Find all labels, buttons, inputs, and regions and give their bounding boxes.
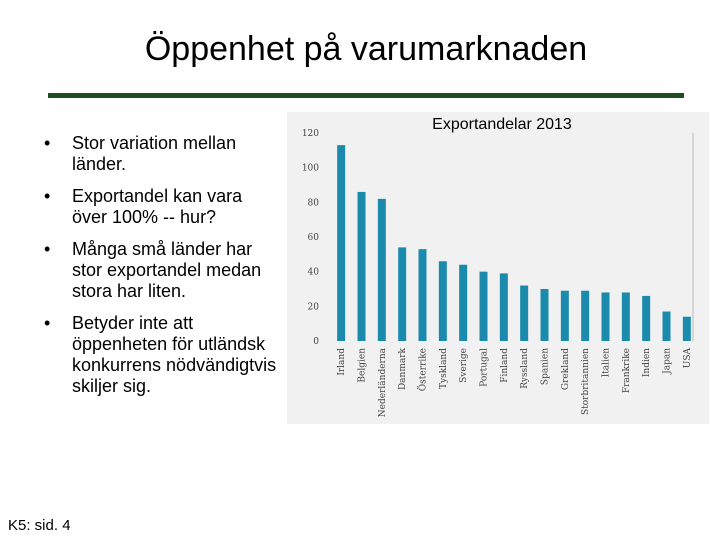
bar-indien <box>642 296 650 341</box>
bar-irland <box>337 145 345 341</box>
bullet-item: • Många små länder har stor exportandel medan stora har liten. <box>30 239 280 302</box>
export-share-chart <box>287 112 709 424</box>
x-category-label: Spanien <box>540 348 551 386</box>
bar-sverige <box>459 265 467 341</box>
x-category-label: Portugal <box>479 348 490 387</box>
x-category-label: Frankrike <box>621 348 632 394</box>
x-category-label: Danmark <box>398 348 409 391</box>
x-category-label: Finland <box>499 348 510 383</box>
bar-storbritannien <box>581 291 589 341</box>
y-tick-label: 80 <box>307 198 319 209</box>
bar-usa <box>683 317 691 341</box>
bar-spanien <box>541 289 549 341</box>
y-tick-label: 0 <box>313 337 319 347</box>
bullet-item: • Betyder inte att öppenheten för utländsk konkurrens nödvändigtvis skiljer sig. <box>30 313 280 397</box>
bar-italien <box>602 292 610 341</box>
bar-belgien <box>358 192 366 341</box>
bullet-list <box>30 133 280 408</box>
slide-footer: K5: sid. 4 <box>8 517 71 534</box>
y-tick-label: 100 <box>301 163 319 174</box>
x-category-label: USA <box>682 348 693 369</box>
x-category-label: Nederländerna <box>377 348 388 418</box>
x-category-label: Japan <box>662 348 673 374</box>
chart-panel <box>287 112 709 424</box>
bar-finland <box>500 273 508 341</box>
x-category-label: Irland <box>337 348 348 376</box>
x-category-label: Österrike <box>418 348 429 392</box>
x-category-label: Ryssland <box>520 348 531 389</box>
title-divider <box>48 93 684 98</box>
y-tick-label: 40 <box>307 267 319 278</box>
x-category-label: Tyskland <box>438 348 449 389</box>
bar-nederländerna <box>378 199 386 341</box>
bar-ryssland <box>520 286 528 341</box>
x-category-label: Sverige <box>459 348 470 383</box>
y-tick-label: 60 <box>307 233 319 243</box>
y-tick-label: 20 <box>307 302 319 313</box>
x-category-label: Belgien <box>357 348 368 383</box>
bar-danmark <box>398 247 406 341</box>
bullet-item: • Stor variation mellan länder. <box>30 133 280 175</box>
x-category-label: Grekland <box>560 348 571 391</box>
y-tick-label: 120 <box>301 129 319 139</box>
bar-portugal <box>480 272 488 341</box>
bar-tyskland <box>439 261 447 341</box>
bar-japan <box>663 312 671 341</box>
chart-title: Exportandelar 2013 <box>432 116 572 133</box>
bar-frankrike <box>622 292 630 341</box>
bar-österrike <box>419 249 427 341</box>
bullet-item: • Exportandel kan vara över 100% -- hur? <box>30 186 280 228</box>
x-category-label: Storbritannien <box>581 348 592 416</box>
x-category-label: Indien <box>642 348 653 378</box>
x-category-label: Italien <box>601 348 612 378</box>
slide-title: Öppenhet på varumarknaden <box>144 30 588 68</box>
bar-grekland <box>561 291 569 341</box>
